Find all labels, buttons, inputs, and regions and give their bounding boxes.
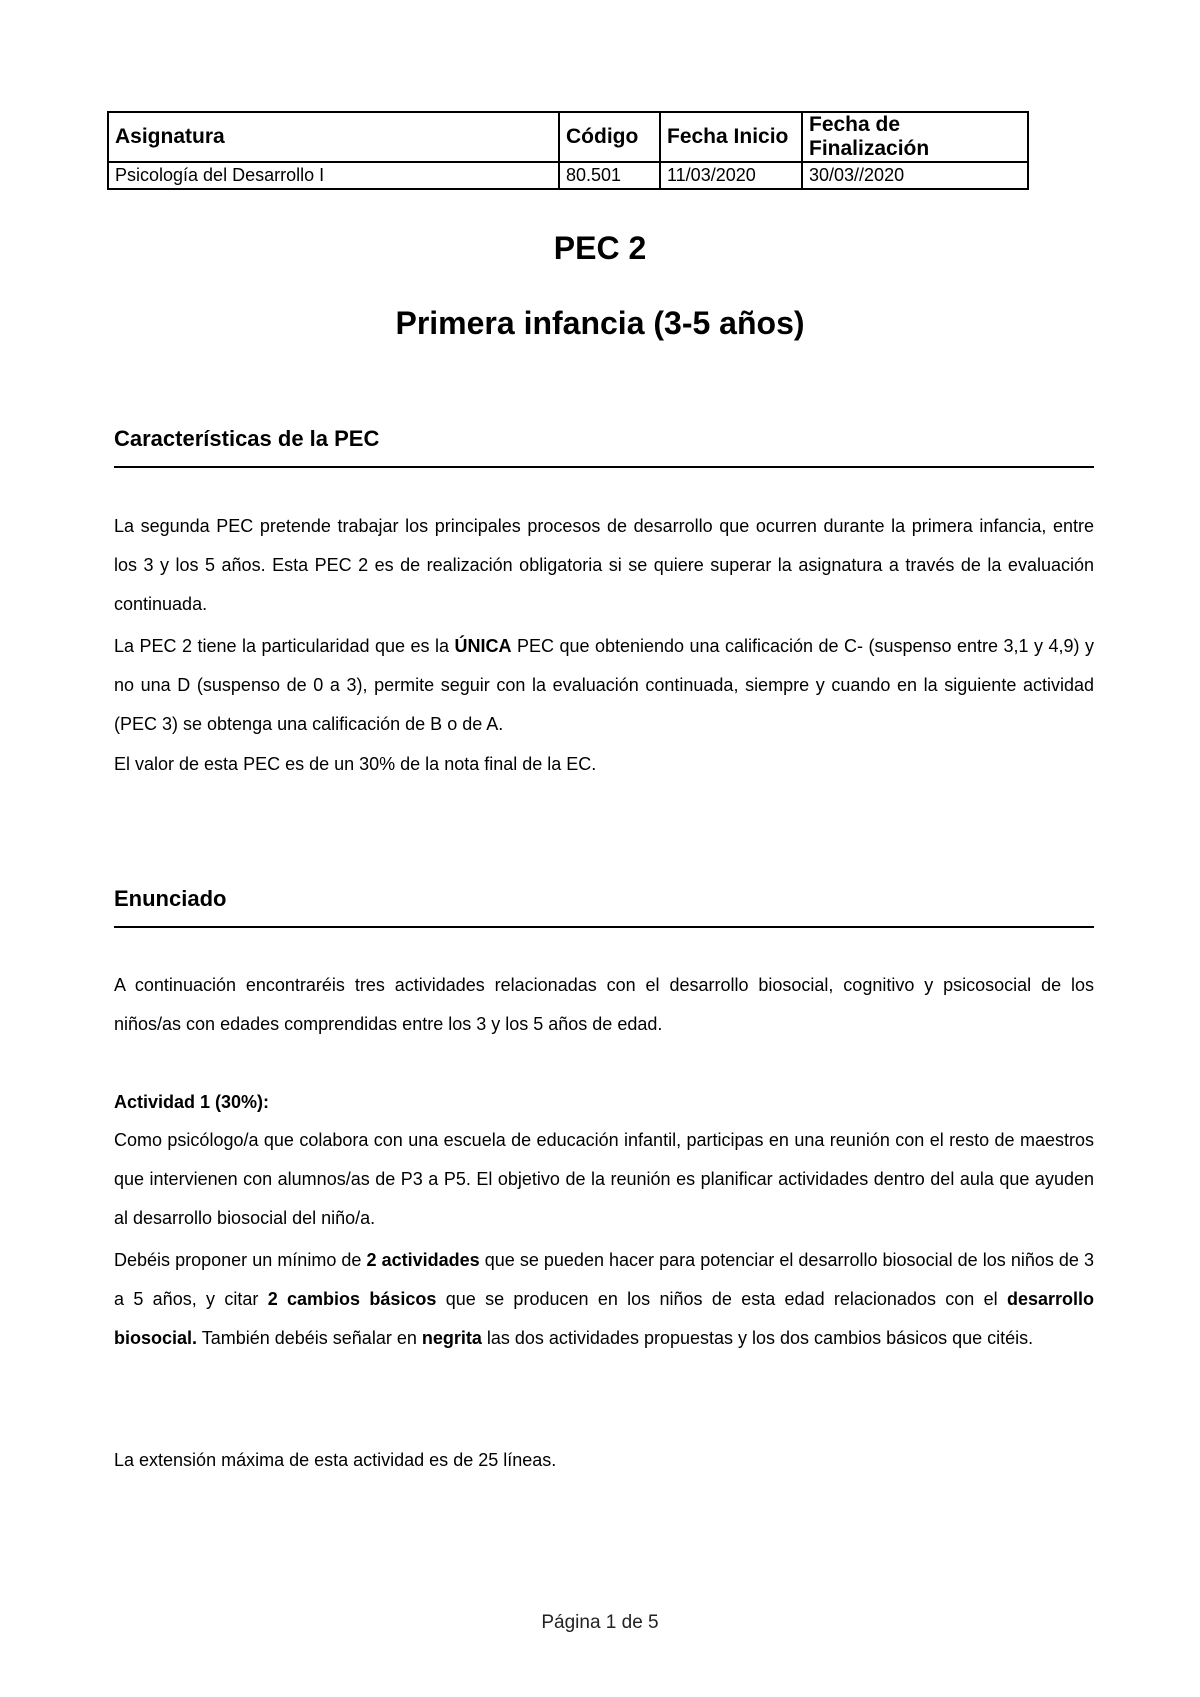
section-heading-caracteristicas: Características de la PEC: [114, 426, 1094, 468]
header-fecha-inicio: Fecha Inicio: [660, 112, 802, 162]
cell-fecha-finalizacion: 30/03//2020: [802, 162, 1028, 189]
text-segment: Debéis proponer un mínimo de: [114, 1250, 367, 1270]
paragraph-unica: [114, 627, 1094, 744]
paragraph-activity-description: Como psicólogo/a que colabora con una escuela de educación infantil, participas en una reunión con el resto de maestros que intervienen con alumnos/as de P3 a P5. El objetivo de la reunión es planificar actividades dentro del aula que ayuden al desarrollo biosocial del niño/a.: [114, 1130, 1094, 1228]
bold-segment: negrita: [421, 1328, 482, 1348]
page-subtitle: Primera infancia (3-5 años): [395, 305, 805, 341]
table-header-row: [108, 112, 1028, 162]
paragraph-intro: La segunda PEC pretende trabajar los principales procesos de desarrollo que ocurren durante la primera infancia, entre los 3 y los 5 años. Esta PEC 2 es de realización obligatoria si se quiere superar la asignatura a través de la evaluación continuada.: [114, 516, 1094, 614]
bold-segment: ÚNICA: [454, 636, 512, 656]
activity-title: Actividad 1 (30%):: [114, 1092, 270, 1112]
paragraph-enunciado: A continuación encontraréis tres actividades relacionadas con el desarrollo biosocial, cognitivo y psicosocial de los niños/as con edades comprendidas entre los 3 y los 5 años de edad.: [114, 975, 1094, 1034]
table-row: [108, 162, 1028, 189]
section-heading-enunciado: Enunciado: [114, 886, 1094, 928]
text-segment: que se producen en los niños de esta edad relacionados con el: [436, 1289, 1007, 1309]
paragraph-extension: La extensión máxima de esta actividad es de 25 líneas.: [114, 1450, 557, 1470]
paragraph-activity-instructions: [114, 1241, 1094, 1358]
text-segment: La PEC 2 tiene la particularidad que es la: [114, 636, 455, 656]
bold-segment: desarrollo biosocial.: [114, 1289, 1094, 1348]
page-footer: Página 1 de 5: [541, 1612, 659, 1633]
text-segment: También debéis señalar en: [197, 1328, 422, 1348]
text-segment: que se pueden hacer para potenciar el desarrollo biosocial de los niños de 3 a 5 años, y citar: [114, 1250, 1095, 1309]
page-title: PEC 2: [553, 230, 647, 266]
header-asignatura: Asignatura: [108, 112, 559, 162]
cell-codigo: 80.501: [559, 162, 660, 189]
bold-segment: 2 cambios básicos: [267, 1289, 437, 1309]
header-fecha-finalizacion: Fecha de Finalización: [802, 112, 1028, 162]
cell-fecha-inicio: 11/03/2020: [660, 162, 802, 189]
bold-segment: 2 actividades: [366, 1250, 480, 1270]
course-info-table: [107, 111, 1029, 190]
header-codigo: Código: [559, 112, 660, 162]
text-segment: las dos actividades propuestas y los dos cambios básicos que citéis.: [481, 1328, 1034, 1348]
text-segment: PEC que obteniendo una calificación de C- (suspenso entre 3,1 y 4,9) y no una D (suspenso de 0 a 3), permite seguir con la evaluación continuada, siempre y cuando en la siguiente actividad (PEC 3) se obtenga una calificación de B o de A.: [114, 636, 1094, 734]
cell-asignatura: Psicología del Desarrollo I: [108, 162, 559, 189]
paragraph-valor: El valor de esta PEC es de un 30% de la nota final de la EC.: [114, 754, 597, 774]
